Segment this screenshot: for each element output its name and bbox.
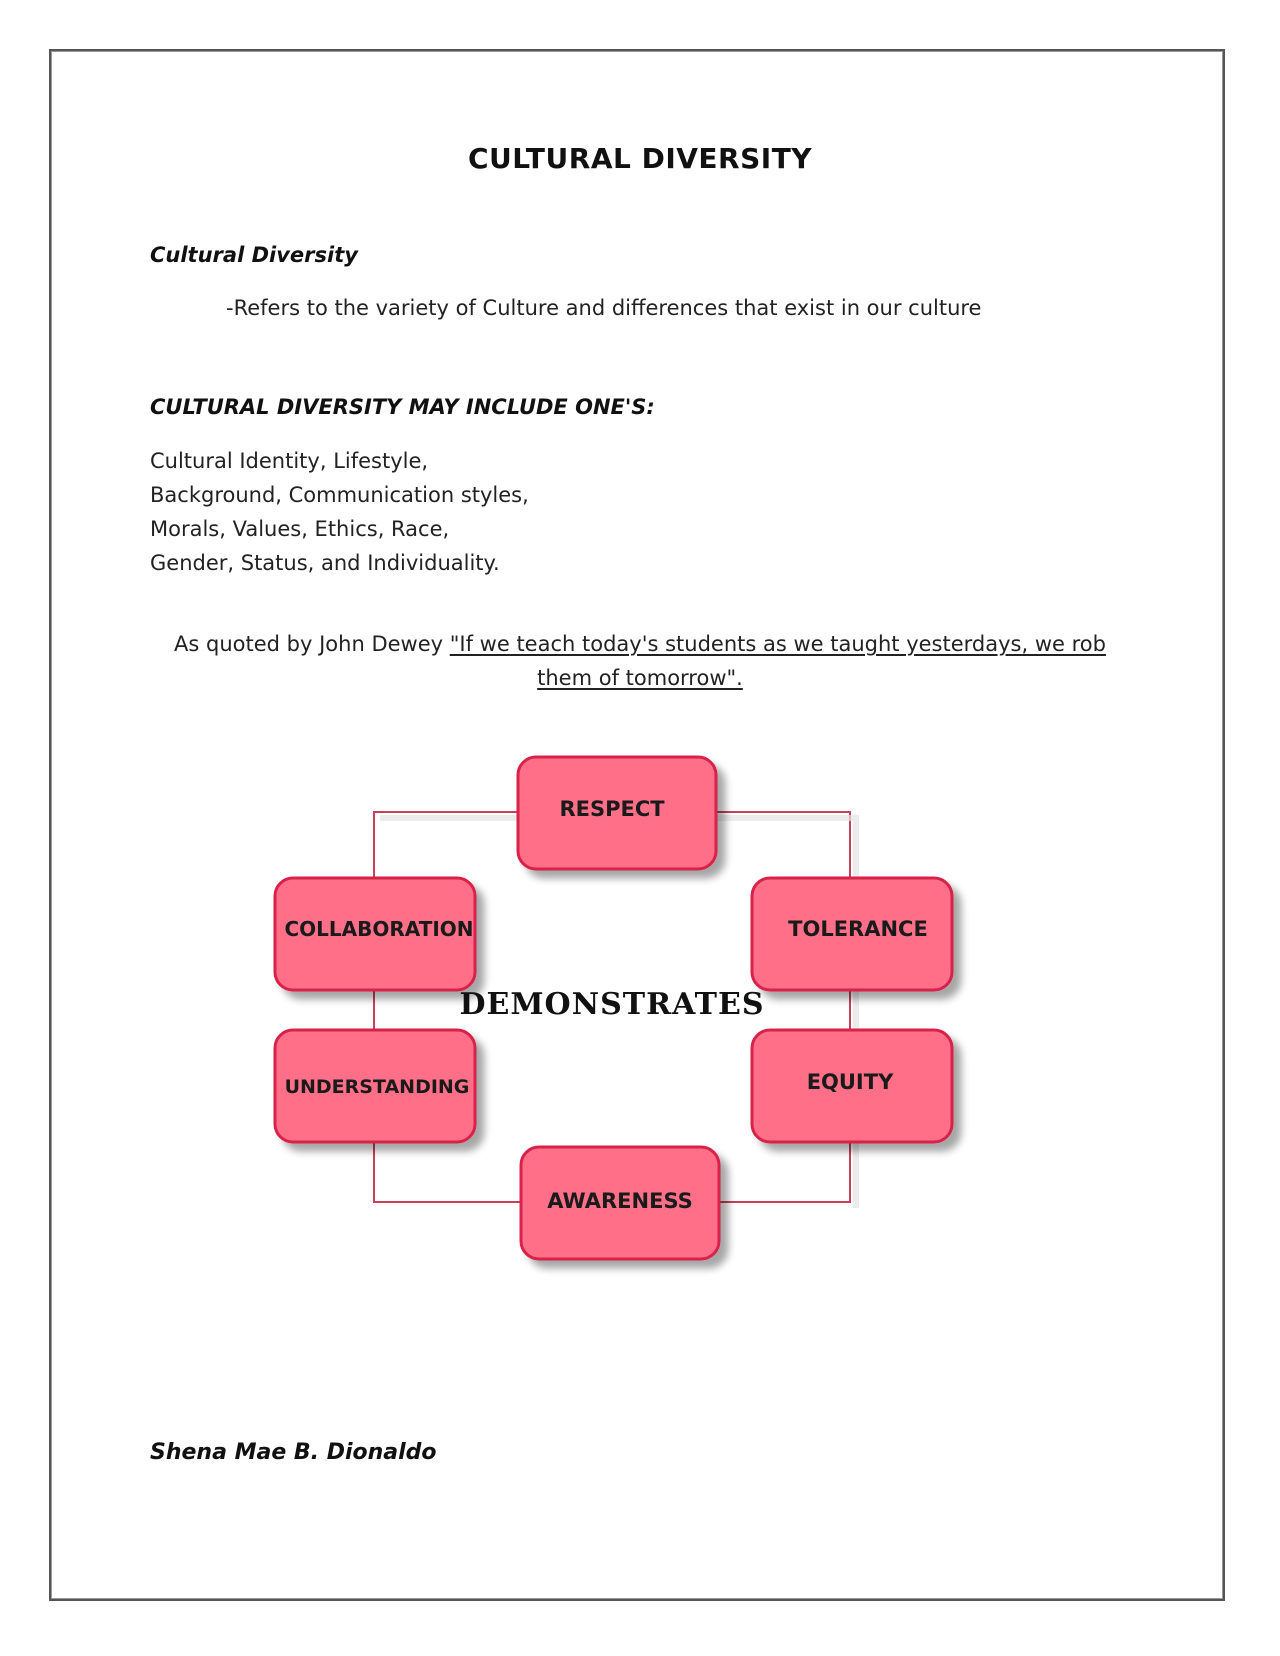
definition-heading: Cultural Diversity xyxy=(150,243,358,267)
node-respect-label: RESPECT xyxy=(559,797,665,821)
list-item: Background, Communication styles, xyxy=(150,483,529,507)
node-equity-label: EQUITY xyxy=(806,1070,894,1094)
node-awareness-label: AWARENESS xyxy=(547,1189,693,1213)
list-item: Gender, Status, and Individuality. xyxy=(150,551,500,575)
list-item: Cultural Identity, Lifestyle, xyxy=(150,449,429,473)
node-understanding-label: UNDERSTANDING xyxy=(284,1076,470,1098)
node-collaboration-label: COLLABORATION xyxy=(284,917,474,941)
node-tolerance-label: TOLERANCE xyxy=(788,917,928,941)
page-title: CULTURAL DIVERSITY xyxy=(467,142,813,175)
author-name: Shena Mae B. Dionaldo xyxy=(150,1440,437,1465)
list-item: Morals, Values, Ethics, Race, xyxy=(150,517,450,541)
center-label: DEMONSTRATES xyxy=(459,987,765,1022)
include-heading: CULTURAL DIVERSITY MAY INCLUDE ONE'S: xyxy=(150,395,655,419)
quote-attribution: As quoted by John Dewey xyxy=(174,632,444,656)
definition-text: -Refers to the variety of Culture and differences that exist in our culture xyxy=(226,296,982,320)
quote-text: "If we teach today's students as we taught yesterdays, we rob them of tomorrow". xyxy=(449,632,1106,690)
